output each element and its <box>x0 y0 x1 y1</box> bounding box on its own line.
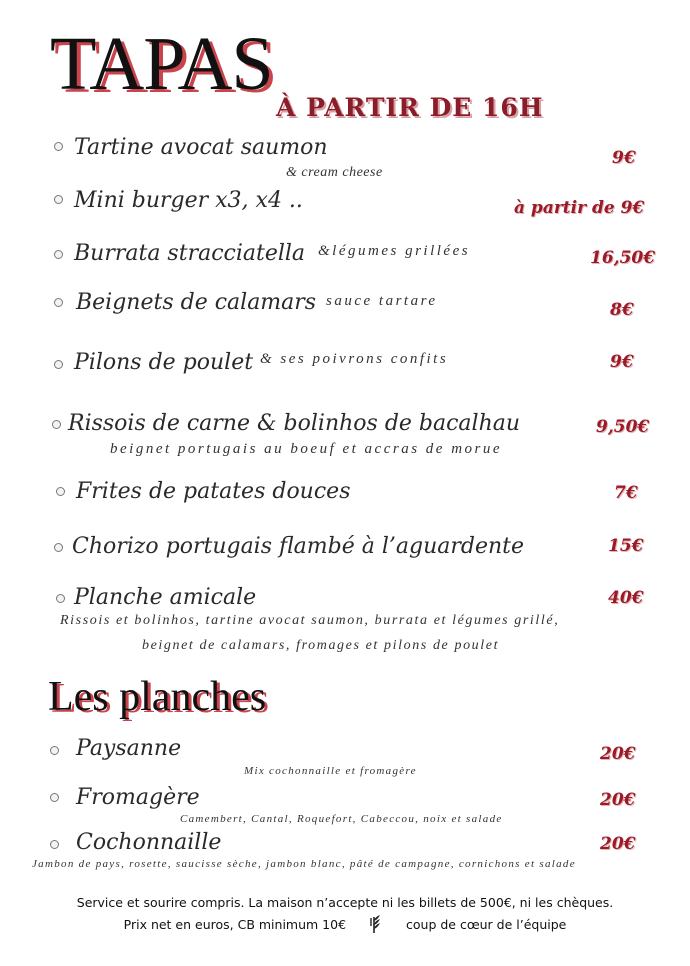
footer-line2 <box>0 914 690 937</box>
tapas-item-desc: sauce tartare <box>326 293 438 309</box>
tapas-item-price: à partir de 9€ <box>514 198 645 218</box>
tapas-item-price: 9,50€ <box>596 417 650 437</box>
wheat-leaf-icon <box>368 914 384 937</box>
page-title: TAPAS <box>50 22 273 106</box>
tapas-item-price: 9€ <box>612 148 636 168</box>
bullet-icon <box>56 487 65 496</box>
tapas-item-desc: &légumes grillées <box>318 243 471 259</box>
planche-item-price: 20€ <box>600 790 636 810</box>
planche-item-name: Cochonnaille <box>76 830 222 855</box>
bullet-icon <box>50 746 59 755</box>
tapas-item-name: Pilons de poulet <box>74 350 254 375</box>
footer-favorite-label: coup de cœur de l’équipe <box>406 917 567 932</box>
tapas-item-name: Tartine avocat saumon <box>74 135 328 160</box>
page-subtitle: À PARTIR DE 16H <box>276 93 544 122</box>
tapas-item-desc: beignet de calamars, fromages et pilons de poulet <box>142 638 500 653</box>
tapas-item-name: Frites de patates douces <box>76 479 351 504</box>
footer-price-info: Prix net en euros, CB minimum 10€ <box>123 917 347 932</box>
tapas-item-name: Rissois de carne & bolinhos de bacalhau <box>68 411 521 436</box>
planche-item-desc: Camembert, Cantal, Roquefort, Cabeccou, noix et salade <box>180 813 503 825</box>
tapas-item-desc: & ses poivrons confits <box>260 351 449 367</box>
tapas-item-price: 16,50€ <box>590 248 656 268</box>
bullet-icon <box>54 142 63 151</box>
bullet-icon <box>50 793 59 802</box>
planche-item-price: 20€ <box>600 834 636 854</box>
tapas-item-name: Mini burger x3, x4 .. <box>74 188 303 213</box>
tapas-item-name: Planche amicale <box>74 585 257 610</box>
bullet-icon <box>54 543 63 552</box>
tapas-item-price: 8€ <box>610 300 634 320</box>
tapas-item-name: Beignets de calamars <box>76 290 317 315</box>
tapas-item-price: 9€ <box>610 352 634 372</box>
bullet-icon <box>54 195 63 204</box>
tapas-item-desc: Rissois et bolinhos, tartine avocat saumon, burrata et légumes grillé, <box>60 613 560 628</box>
tapas-item-price: 15€ <box>608 536 644 556</box>
bullet-icon <box>50 840 59 849</box>
tapas-item-name: Burrata stracciatella <box>74 241 306 266</box>
planche-item-desc: Jambon de pays, rosette, saucisse sèche, jambon blanc, pâté de campagne, cornichons et salade <box>32 858 576 870</box>
tapas-item-desc: & cream cheese <box>286 165 383 180</box>
bullet-icon <box>56 594 65 603</box>
planche-item-price: 20€ <box>600 744 636 764</box>
planche-item-desc: Mix cochonnaille et fromagère <box>244 765 417 777</box>
footer-notice: Service et sourire compris. La maison n’accepte ni les billets de 500€, ni les chèques. <box>76 895 614 910</box>
bullet-icon <box>54 298 63 307</box>
tapas-item-price: 40€ <box>608 588 644 608</box>
tapas-item-name: Chorizo portugais flambé à l’aguardente <box>72 534 525 559</box>
section-title-planches: Les planches <box>48 674 267 720</box>
bullet-icon <box>54 250 63 259</box>
tapas-item-price: 7€ <box>614 483 638 503</box>
planche-item-name: Paysanne <box>76 736 182 761</box>
bullet-icon <box>52 420 61 429</box>
tapas-item-desc: beignet portugais au boeuf et accras de morue <box>110 441 503 457</box>
bullet-icon <box>54 360 63 369</box>
planche-item-name: Fromagère <box>76 785 200 810</box>
